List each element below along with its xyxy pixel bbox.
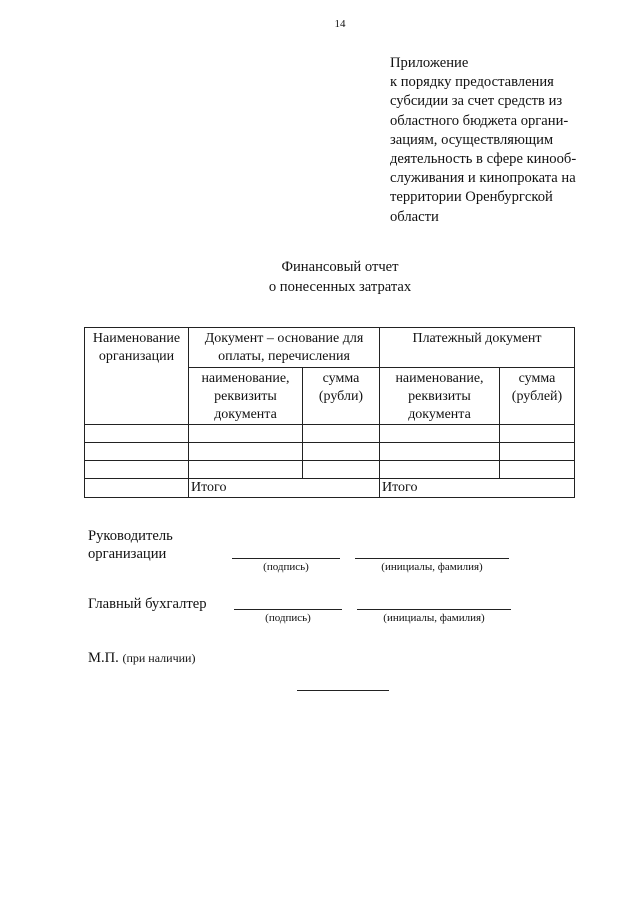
header-org-name: Наименование организации [85,328,189,425]
stamp-label: М.П. [88,650,119,666]
head-signature-caption: (подпись) [263,561,309,573]
head-signature-line [232,558,340,559]
header-payment-document: Платежный документ [380,328,575,368]
stamp-placeholder [88,650,195,667]
header-payment-name: наименование, реквизиты документа [380,368,500,425]
head-of-organization-label: Руководитель организации [88,528,173,562]
closing-divider [297,690,389,691]
header-payment-sum: сумма (рублей) [500,368,575,425]
total-basis-label: Итого [189,479,380,498]
chief-accountant-label: Главный бухгалтер [88,596,207,612]
report-title-line2: о понесенных затратах [268,278,412,295]
appendix-line: деятельность в сфере кинооб- [390,151,577,168]
appendix-line: областного бюджета органи- [390,112,569,129]
table-row [85,443,575,461]
financial-report-table [84,327,575,498]
header-basis-sum: сумма (рубли) [303,368,380,425]
report-title-line1: Финансовый отчет [281,259,399,275]
page-number: 14 [334,18,346,30]
head-name-caption: (инициалы, фамилия) [381,561,483,573]
accountant-name-line [357,609,511,610]
appendix-line: области [390,208,439,225]
accountant-signature-caption: (подпись) [265,612,311,624]
accountant-signature-line [234,609,342,610]
report-title [0,258,640,297]
appendix-line: территории Оренбургской [390,189,553,206]
appendix-line: субсидии за счет средств из [390,93,563,110]
table-row [85,425,575,443]
table-header-row [85,328,575,368]
header-basis-name: наименование, реквизиты документа [189,368,303,425]
table-row [85,461,575,479]
appendix-line: Приложение [390,55,469,71]
header-basis-document: Документ – основание для оплаты, перечисления [189,328,380,368]
appendix-line: служивания и кинопроката на [390,170,576,187]
head-name-line [355,558,509,559]
appendix-note [390,54,600,227]
appendix-line: зациям, осуществляющим [390,131,554,148]
accountant-name-caption: (инициалы, фамилия) [383,612,485,624]
total-payment-label: Итого [380,479,575,498]
table-total-row [85,479,575,498]
appendix-line: к порядку предоставления [390,74,554,91]
stamp-note: (при наличии) [122,651,196,665]
